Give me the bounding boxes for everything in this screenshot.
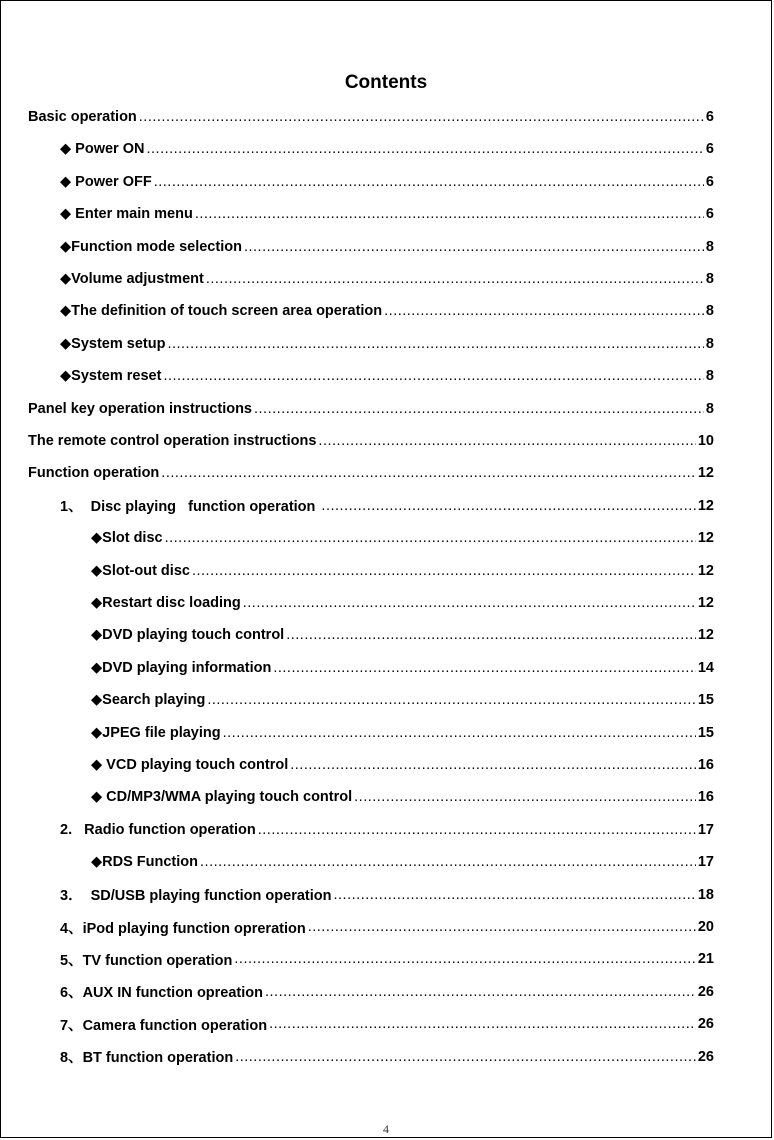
dot-leader: [384, 303, 704, 319]
dot-leader: [269, 1016, 696, 1032]
toc-entry-label: 3． SD/USB playing function operation: [60, 888, 332, 905]
toc-entry[interactable]: [60, 198, 714, 230]
dot-leader: [161, 465, 696, 481]
dot-leader: [308, 919, 696, 935]
toc-entry-page: 17: [697, 821, 714, 838]
dot-leader: [254, 401, 704, 417]
toc-entry-label: ◆Search playing: [91, 692, 206, 709]
dot-leader: [321, 498, 695, 514]
toc-entry-page: 12: [697, 562, 714, 579]
toc-entry[interactable]: [60, 166, 714, 198]
toc-entry[interactable]: [91, 684, 714, 716]
toc-entry-page: 18: [697, 886, 714, 903]
toc-entry-label: ◆Restart disc loading: [91, 595, 241, 611]
toc-entry-page: 8: [705, 238, 714, 255]
toc-entry[interactable]: [60, 490, 714, 522]
dot-leader: [139, 109, 704, 125]
toc-entry[interactable]: [91, 522, 714, 554]
toc-entry-page: 26: [697, 983, 714, 1000]
toc-entry-label: ◆ Power OFF: [60, 173, 152, 190]
toc-entry-page: 21: [697, 951, 714, 968]
toc-entry-page: 8: [705, 303, 714, 320]
toc-entry-label: ◆The definition of touch screen area operation: [60, 303, 383, 320]
toc-entry-label: ◆Slot disc: [91, 530, 163, 547]
dot-leader: [235, 1049, 696, 1065]
toc-entry[interactable]: [60, 231, 714, 263]
toc-entry[interactable]: [60, 295, 714, 327]
toc-entry-page: 12: [697, 530, 714, 547]
toc-entry-page: 14: [697, 659, 714, 676]
toc-entry-label: ◆Function mode selection: [60, 238, 242, 255]
toc-entry-page: 12: [697, 465, 714, 482]
dot-leader: [265, 984, 696, 1000]
page-title: Contents: [344, 72, 428, 93]
toc-entry-label: 1、 Disc playing function operation: [60, 499, 320, 516]
toc-entry-label: 4、iPod playing function opreration: [60, 920, 306, 937]
dot-leader: [146, 141, 703, 157]
toc-entry[interactable]: [28, 393, 714, 425]
toc-entry[interactable]: [28, 101, 714, 133]
toc-entry-page: 15: [697, 692, 714, 709]
toc-entry-page: 10: [697, 433, 714, 449]
toc-entry-page: 6: [705, 109, 714, 125]
dot-leader: [206, 271, 704, 287]
toc-entry-page: 16: [697, 757, 714, 773]
dot-leader: [258, 822, 696, 838]
dot-leader: [318, 433, 695, 449]
toc-entry-page: 8: [705, 271, 714, 287]
toc-entry-page: 15: [697, 724, 714, 741]
dot-leader: [273, 660, 696, 676]
toc-entry-label: ◆DVD playing information: [91, 659, 272, 676]
toc-entry-label: The remote control operation instructions: [28, 433, 317, 449]
dot-leader: [223, 725, 696, 741]
toc-entry-label: Panel key operation instructions: [28, 400, 252, 417]
toc-entry-label: ◆System setup: [60, 335, 166, 352]
toc-entry[interactable]: [60, 879, 714, 911]
dot-leader: [286, 627, 696, 643]
toc-entry-label: ◆RDS Function: [91, 854, 199, 871]
toc-entry-label: 5、TV function operation: [60, 952, 233, 969]
toc-entry[interactable]: [60, 911, 714, 943]
toc-entry[interactable]: [60, 1041, 714, 1073]
toc-entry-page: 8: [705, 335, 714, 352]
toc-entry-label: ◆DVD playing touch control: [91, 627, 285, 644]
toc-entry[interactable]: [60, 360, 714, 392]
dot-leader: [207, 692, 696, 708]
toc-entry-label: 8、BT function operation: [60, 1050, 234, 1067]
toc-entry-label: ◆ VCD playing touch control: [91, 757, 289, 773]
toc-entry[interactable]: [91, 749, 714, 781]
toc-entry-page: 12: [697, 595, 714, 611]
toc-entry[interactable]: [60, 943, 714, 975]
toc-entry-label: ◆ Enter main menu: [60, 206, 193, 223]
toc-entry[interactable]: [60, 133, 714, 165]
dot-leader: [165, 530, 696, 546]
toc-entry-page: 8: [705, 368, 714, 385]
dot-leader: [154, 174, 704, 190]
dot-leader: [192, 563, 696, 579]
toc-entry-label: ◆ Power ON: [60, 141, 145, 158]
toc-entry-label: ◆Slot-out disc: [91, 562, 190, 579]
dot-leader: [334, 887, 696, 903]
toc-entry[interactable]: [28, 457, 714, 489]
toc-entry[interactable]: [60, 976, 714, 1008]
toc-entry-page: 20: [697, 919, 714, 935]
toc-entry-label: Function operation: [28, 465, 160, 482]
toc-entry[interactable]: [60, 328, 714, 360]
toc-entry-page: 6: [705, 173, 714, 190]
page-number: 4: [383, 1122, 389, 1136]
toc-entry-page: 12: [697, 627, 714, 644]
toc-entry-label: ◆Volume adjustment: [60, 271, 204, 287]
toc-entry-page: 16: [697, 789, 714, 806]
toc-entry-page: 26: [697, 1048, 714, 1065]
dot-leader: [234, 951, 695, 967]
toc-entry-label: ◆JPEG file playing: [91, 724, 221, 741]
toc-entry-page: 6: [705, 206, 714, 223]
dot-leader: [244, 239, 704, 255]
toc-entry-page: 8: [705, 400, 714, 417]
toc-entry-page: 17: [697, 854, 714, 871]
toc-entry-label: 7、Camera function operation: [60, 1017, 268, 1034]
toc-entry-page: 26: [697, 1016, 714, 1033]
toc-entry-label: ◆System reset: [60, 368, 162, 385]
dot-leader: [243, 595, 696, 611]
dot-leader: [163, 368, 703, 384]
toc-entry[interactable]: [91, 781, 714, 813]
toc-entry[interactable]: [91, 717, 714, 749]
dot-leader: [354, 789, 696, 805]
dot-leader: [200, 854, 696, 870]
toc-entry[interactable]: [91, 846, 714, 878]
dot-leader: [290, 757, 696, 773]
toc-entry[interactable]: [60, 263, 714, 295]
toc-entry[interactable]: [60, 814, 714, 846]
dot-leader: [195, 206, 704, 222]
toc-entry-label: Basic operation: [28, 109, 137, 125]
dot-leader: [167, 336, 703, 352]
toc-entry[interactable]: [91, 555, 714, 587]
toc-entry-page: 6: [705, 141, 714, 158]
toc-entry[interactable]: [91, 619, 714, 651]
toc-entry[interactable]: [91, 587, 714, 619]
toc-entry-label: 2. Radio function operation: [60, 821, 256, 838]
toc-entry[interactable]: [28, 425, 714, 457]
toc-entry-label: 6、AUX IN function opreation: [60, 985, 263, 1002]
toc-entry-page: 12: [697, 497, 714, 514]
toc-entry[interactable]: [91, 652, 714, 684]
toc-entry[interactable]: [60, 1008, 714, 1040]
toc-entry-label: ◆ CD/MP3/WMA playing touch control: [91, 789, 353, 806]
